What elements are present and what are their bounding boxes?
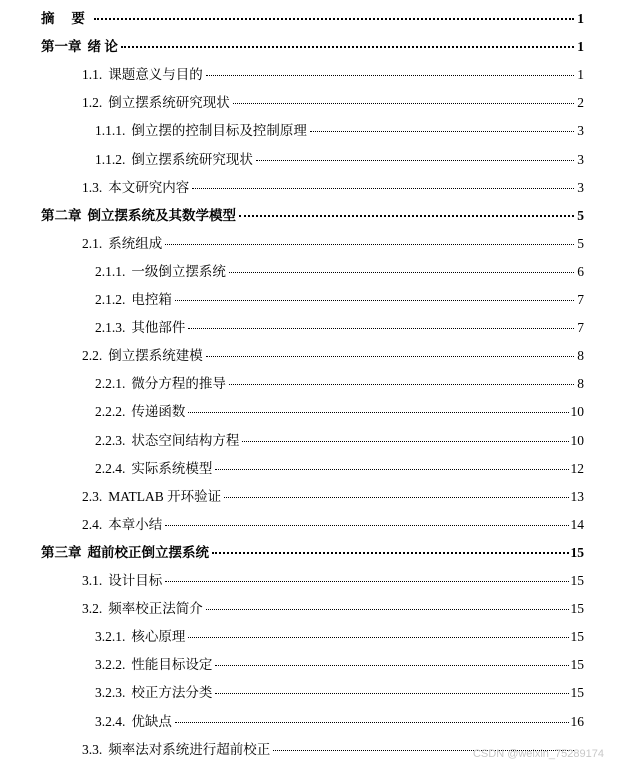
toc-entry-level-3[interactable]: [95, 291, 584, 309]
toc-dot-leader: [242, 437, 568, 442]
toc-entry-title: 系统组成: [108, 235, 163, 251]
toc-dot-leader: [233, 99, 574, 104]
toc-entry-title: 微分方程的推导: [131, 376, 226, 392]
toc-entry-number: 2.2.1.: [95, 376, 126, 392]
toc-dot-leader: [212, 548, 569, 554]
toc-entry-page-number: 15: [570, 629, 584, 645]
toc-entry-title: 课题意义与目的: [108, 67, 203, 83]
toc-entry-number: 2.2.2.: [95, 404, 126, 420]
toc-entry-title: 一级倒立摆系统: [131, 263, 226, 279]
toc-entry-number: 2.3.: [82, 488, 103, 504]
toc-entry-level-3[interactable]: [95, 403, 584, 421]
toc-entry-title: 性能目标设定: [131, 657, 213, 673]
toc-entry-level-2[interactable]: [82, 235, 584, 253]
toc-entry-title: MATLAB 开环验证: [108, 488, 222, 504]
toc-entry-number: 2.2.4.: [95, 460, 126, 476]
toc-dot-leader: [175, 296, 574, 301]
toc-entry-number: 摘 要: [41, 11, 85, 26]
toc-entry-page-number: 12: [570, 460, 584, 476]
toc-entry-number: 2.1.2.: [95, 292, 126, 307]
toc-entry-level-3[interactable]: [95, 628, 584, 646]
toc-entry-page-number: 15: [570, 601, 584, 617]
toc-entry-level-2[interactable]: [82, 94, 584, 112]
toc-entry-page-number: 15: [570, 685, 584, 701]
toc-entry-number: 3.2.: [82, 601, 103, 617]
toc-entry-level-3[interactable]: [95, 460, 584, 478]
toc-dot-leader: [239, 211, 574, 217]
toc-dot-leader: [206, 605, 569, 610]
toc-dot-leader: [94, 14, 574, 20]
toc-entry-title: 传递函数: [131, 404, 186, 420]
toc-entry-number: 3.1.: [82, 573, 103, 588]
toc-entry-number: 2.1.1.: [95, 263, 126, 279]
toc-entry-level-3[interactable]: [95, 656, 584, 674]
toc-entry-number: 3.2.3.: [95, 685, 126, 701]
toc-entry-page-number: 14: [570, 516, 584, 532]
toc-entry-number: 2.1.: [82, 235, 103, 251]
toc-entry-page-number: 10: [570, 404, 584, 420]
toc-dot-leader: [215, 661, 568, 666]
toc-entry-number: 第三章: [41, 544, 82, 560]
toc-dot-leader: [165, 521, 568, 526]
toc-entry-level-1[interactable]: [41, 207, 584, 225]
toc-entry-title: 倒立摆系统研究现状: [131, 151, 253, 167]
toc-dot-leader: [215, 689, 568, 694]
toc-entry-page-number: 15: [570, 657, 584, 673]
toc-entry-level-1[interactable]: [41, 10, 584, 28]
toc-entry-level-2[interactable]: [82, 347, 584, 365]
toc-entry-level-3[interactable]: [95, 319, 584, 337]
toc-entry-number: 3.3.: [82, 741, 103, 757]
toc-entry-level-3[interactable]: [95, 684, 584, 702]
toc-dot-leader: [188, 408, 568, 413]
toc-entry-page-number: 1: [577, 39, 584, 55]
toc-entry-title: 本文研究内容: [108, 179, 190, 195]
toc-entry-title: 频率校正法简介: [108, 601, 203, 617]
toc-dot-leader: [165, 240, 574, 245]
toc-entry-title: 本章小结: [108, 516, 163, 532]
toc-entry-title: 倒立摆系统及其数学模型: [87, 207, 236, 223]
toc-entry-level-3[interactable]: [95, 432, 584, 450]
toc-entry-title: 绪 论: [87, 39, 118, 55]
csdn-watermark: CSDN @weixin_75289174: [472, 748, 604, 760]
toc-entry-title: 状态空间结构方程: [131, 432, 240, 448]
toc-entry-level-2[interactable]: [82, 572, 584, 590]
toc-entry-page-number: 15: [570, 573, 584, 588]
toc-entry-title: 核心原理: [131, 629, 186, 645]
toc-entry-page-number: 5: [577, 235, 584, 251]
toc-entry-level-2[interactable]: [82, 516, 584, 534]
toc-entry-number: 2.1.3.: [95, 320, 126, 336]
toc-entry-level-3[interactable]: [95, 151, 584, 169]
toc-entry-level-3[interactable]: [95, 122, 584, 140]
toc-entry-number: 1.2.: [82, 95, 103, 111]
toc-entry-page-number: 7: [577, 292, 584, 307]
toc-entry-number: 3.2.1.: [95, 629, 126, 645]
toc-dot-leader: [121, 42, 574, 48]
toc-entry-number: 2.2.3.: [95, 432, 126, 448]
toc-entry-title: 设计目标: [108, 573, 163, 588]
toc-entry-number: 1.1.: [82, 67, 103, 83]
toc-entry-number: 2.2.: [82, 348, 103, 364]
toc-entry-number: 1.1.1.: [95, 123, 126, 139]
toc-dot-leader: [206, 352, 574, 357]
toc-entry-level-2[interactable]: [82, 600, 584, 618]
toc-entry-number: 1.3.: [82, 179, 103, 195]
toc-entry-page-number: 1: [577, 11, 584, 26]
toc-entry-level-2[interactable]: [82, 66, 584, 84]
toc-entry-number: 1.1.2.: [95, 151, 126, 167]
toc-dot-leader: [256, 156, 574, 161]
toc-entry-number: 第二章: [41, 207, 82, 223]
toc-dot-leader: [224, 493, 568, 498]
toc-entry-page-number: 6: [577, 263, 584, 279]
toc-entry-title: 优缺点: [131, 713, 172, 729]
toc-entry-page-number: 3: [577, 123, 584, 139]
toc-dot-leader: [229, 380, 574, 385]
toc-entry-title: 超前校正倒立摆系统: [87, 544, 209, 560]
toc-entry-title: 其他部件: [131, 320, 186, 336]
toc-entry-level-2[interactable]: [82, 488, 584, 506]
toc-entry-level-3[interactable]: [95, 713, 584, 731]
toc-dot-leader: [206, 71, 574, 76]
toc-entry-number: 第一章: [41, 39, 82, 55]
toc-entry-level-3[interactable]: [95, 263, 584, 281]
toc-entry-title: 倒立摆的控制目标及控制原理: [131, 123, 307, 139]
toc-entry-title: 倒立摆系统研究现状: [108, 95, 230, 111]
toc-entry-number: 3.2.4.: [95, 713, 126, 729]
toc-dot-leader: [165, 577, 568, 582]
toc-entry-page-number: 3: [577, 151, 584, 167]
toc-dot-leader: [215, 465, 568, 470]
toc-entry-page-number: 8: [577, 348, 584, 364]
toc-entry-level-3[interactable]: [95, 375, 584, 393]
toc-entry-number: 3.2.2.: [95, 657, 126, 673]
toc-entry-level-2[interactable]: [82, 179, 584, 197]
toc-entry-title: 电控箱: [131, 292, 172, 307]
toc-entry-level-1[interactable]: [41, 544, 584, 562]
toc-dot-leader: [188, 633, 568, 638]
toc-dot-leader: [310, 127, 574, 132]
toc-entry-title: 倒立摆系统建模: [108, 348, 203, 364]
toc-entry-title: 实际系统模型: [131, 460, 213, 476]
toc-entry-title: 校正方法分类: [131, 685, 213, 701]
toc-entry-page-number: 7: [577, 320, 584, 336]
toc-dot-leader: [229, 268, 574, 273]
toc-entry-page-number: 3: [577, 179, 584, 195]
toc-entry-page-number: 15: [570, 544, 584, 560]
toc-dot-leader: [188, 324, 574, 329]
toc-entry-page-number: 2: [577, 95, 584, 111]
toc-entry-page-number: 13: [570, 488, 584, 504]
toc-dot-leader: [192, 184, 574, 189]
toc-entry-title: 频率法对系统进行超前校正: [108, 741, 271, 757]
toc-entry-page-number: 8: [577, 376, 584, 392]
toc-entry-level-1[interactable]: [41, 38, 584, 56]
toc-entry-page-number: 16: [570, 713, 584, 729]
toc-entry-page-number: 10: [570, 432, 584, 448]
toc-entry-number: 2.4.: [82, 516, 103, 532]
toc-entry-page-number: 1: [577, 67, 584, 83]
toc-dot-leader: [175, 718, 569, 723]
toc-entry-page-number: 5: [577, 207, 584, 223]
